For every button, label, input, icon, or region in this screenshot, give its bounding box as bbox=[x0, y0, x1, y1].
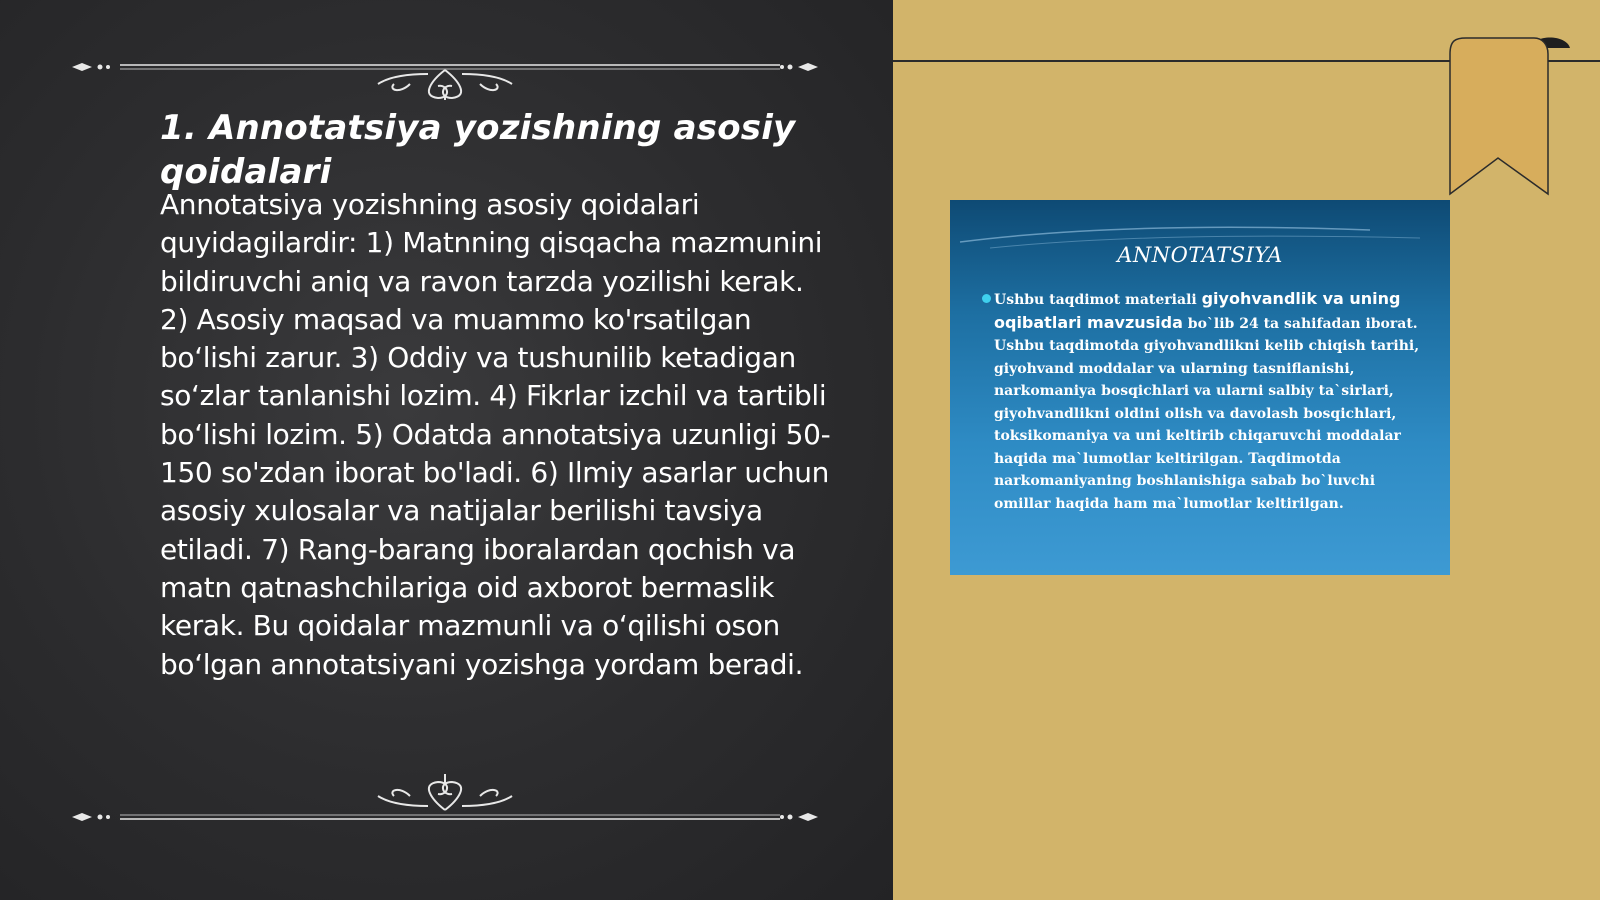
image-paragraph bbox=[994, 288, 1428, 515]
ribbon-bookmark-icon bbox=[1430, 34, 1590, 204]
image-text-lead: Ushbu taqdimot materiali bbox=[994, 292, 1197, 308]
image-title: ANNOTATSIYA bbox=[1117, 243, 1283, 267]
annotation-image bbox=[950, 200, 1450, 575]
bullet-dot-icon bbox=[982, 294, 991, 303]
ornament-top-divider-icon bbox=[60, 40, 830, 100]
image-text-emphasis: giyohvandlik va uning oqibatlari mavzusida bbox=[994, 289, 1401, 332]
ornament-bottom-divider-icon bbox=[60, 770, 830, 830]
slide-body-text: Annotatsiya yozishning asosiy qoidalari quyidagilardir: 1) Matnning qisqacha mazmunini bildiruvchi aniq va ravon tarzda yozilishi kerak. 2) Asosiy maqsad va muammo ko'rsatilgan bo‘lishi zarur. 3) Oddiy va tushunilib ketadigan so‘zlar tanlanishi lozim. 4) Fikrlar izchil va tartibli bo‘lishi lozim. 5) Odatda annotatsiya uzunligi 50-150 so'zdan iborat bo'ladi. 6) Ilmiy asarlar uchun asosiy xulosalar va natijalar berilishi tavsiya etiladi. 7) Rang-barang iboralardan qochish va matn qatnashchilariga oid axborot bermaslik kerak. Bu qoidalar mazmunli va o‘qilishi oson bo‘lgan annotatsiyani yozishga yordam beradi. bbox=[160, 188, 831, 681]
image-text-rest: bo`lib 24 ta sahifadan iborat. Ushbu taqdimotda giyohvandlikni kelib chiqish tarihi, giyohvand moddalar va ularning tasniflanishi, narkomaniya bosqichlari va ularni salbiy ta`sirlari, giyohvandlikni oldini olish va davolash bosqichlari, toksikomaniya va uni keltirib chiqaruvchi moddalar haqida ma`lumotlar keltirilgan. Taqdimotda narkomaniyaning boshlanishiga sabab bo`luvchi omillar haqida ham ma`lumotlar keltirilgan. bbox=[994, 315, 1420, 512]
slide-title: 1. Annotatsiya yozishning asosiy qoidalari bbox=[160, 108, 796, 192]
